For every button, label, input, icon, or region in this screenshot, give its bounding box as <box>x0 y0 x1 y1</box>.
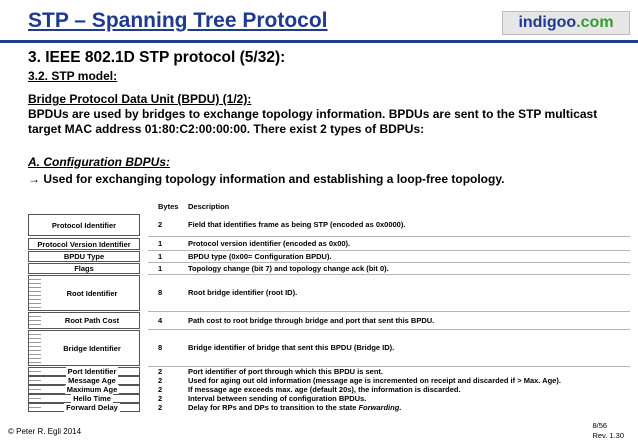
field-description: Field that identifies frame as being STP (encoded as 0x0000). <box>188 220 406 229</box>
page-number: 8/56 Rev. 1.30 <box>592 421 624 440</box>
bpdu-field: Message Age <box>28 376 140 385</box>
table-row <box>0 275 638 311</box>
intro-paragraph: BPDUs are used by bridges to exchange topology information. BPDUs are sent to the STP multicast target MAC address 01:80:C2:00:00:00. There exist 2 types of BDPUs: <box>28 107 598 136</box>
table-row <box>0 214 638 236</box>
table-row <box>0 367 638 376</box>
table-row <box>0 394 638 403</box>
bpdu-field: Port Identifier <box>28 367 140 376</box>
section-heading: 3. IEEE 802.1D STP protocol (5/32): <box>28 49 286 66</box>
field-bytes: 1 <box>158 264 163 273</box>
bpdu-field: Root Path Cost <box>28 312 140 329</box>
header-divider <box>0 40 638 43</box>
field-description: Interval between sending of configuration BPDUs. <box>188 394 367 403</box>
subsection-heading: 3.2. STP model: <box>28 69 118 83</box>
field-bytes: 4 <box>158 316 163 325</box>
field-bytes: 2 <box>158 394 163 403</box>
field-description: Port identifier of port through which this BPDU is sent. <box>188 367 383 376</box>
indigoo-logo: indigoo.com <box>502 11 630 35</box>
bpdu-field: Flags <box>28 263 140 274</box>
field-description: Delay for RPs and DPs to transition to the state Forwarding. <box>188 403 402 412</box>
table-row <box>0 403 638 412</box>
field-description: Root bridge identifier (root ID). <box>188 288 298 297</box>
bpdu-field: Maximum Age <box>28 385 140 394</box>
field-description: BPDU type (0x00= Configuration BPDU). <box>188 252 332 261</box>
bpdu-field: Bridge Identifier <box>28 330 140 366</box>
field-description: Topology change (bit 7) and topology change ack (bit 0). <box>188 264 389 273</box>
field-bytes: 2 <box>158 376 163 385</box>
copyright-notice: © Peter R. Egli 2014 <box>8 427 82 436</box>
field-bytes: 1 <box>158 252 163 261</box>
field-bytes: 1 <box>158 239 163 248</box>
table-row <box>0 238 638 250</box>
field-bytes: 8 <box>158 288 163 297</box>
field-description: If message age exceeds max. age (default 20s), the information is discarded. <box>188 385 461 394</box>
field-description: Protocol version identifier (encoded as 0x00). <box>188 239 351 248</box>
bpdu-field: Forward Delay <box>28 403 140 412</box>
bytes-column-header: Bytes <box>158 202 179 211</box>
table-row <box>0 376 638 385</box>
field-bytes: 2 <box>158 403 163 412</box>
table-row <box>0 312 638 329</box>
table-row <box>0 251 638 262</box>
bpdu-field: Protocol Identifier <box>28 214 140 236</box>
topic-heading: Bridge Protocol Data Unit (BPDU) (1/2): <box>28 92 252 106</box>
field-description: Used for aging out old information (message age is incremented on receipt and discarded if > Max. Age). <box>188 376 561 385</box>
bpdu-field: Root Identifier <box>28 275 140 311</box>
table-row <box>0 385 638 394</box>
config-bpdu-heading: A. Configuration BDPUs: <box>28 155 170 169</box>
field-bytes: 2 <box>158 367 163 376</box>
description-column-header: Description <box>188 202 230 211</box>
bpdu-field: BPDU Type <box>28 251 140 262</box>
table-row <box>0 330 638 366</box>
field-bytes: 2 <box>158 385 163 394</box>
row-divider <box>148 236 630 237</box>
field-description: Bridge identifier of bridge that sent this BPDU (Bridge ID). <box>188 343 395 352</box>
slide-title: STP – Spanning Tree Protocol <box>28 9 328 32</box>
bpdu-field: Protocol Version Identifier <box>28 238 140 250</box>
field-bytes: 2 <box>158 220 163 229</box>
bpdu-field: Hello Time <box>28 394 140 403</box>
field-bytes: 8 <box>158 343 163 352</box>
slide-header <box>0 0 638 44</box>
field-description: Path cost to root bridge through bridge and port that sent this BPDU. <box>188 316 435 325</box>
table-row <box>0 263 638 274</box>
config-bpdu-bullet: → Used for exchanging topology information and establishing a loop-free topology. <box>28 172 505 186</box>
